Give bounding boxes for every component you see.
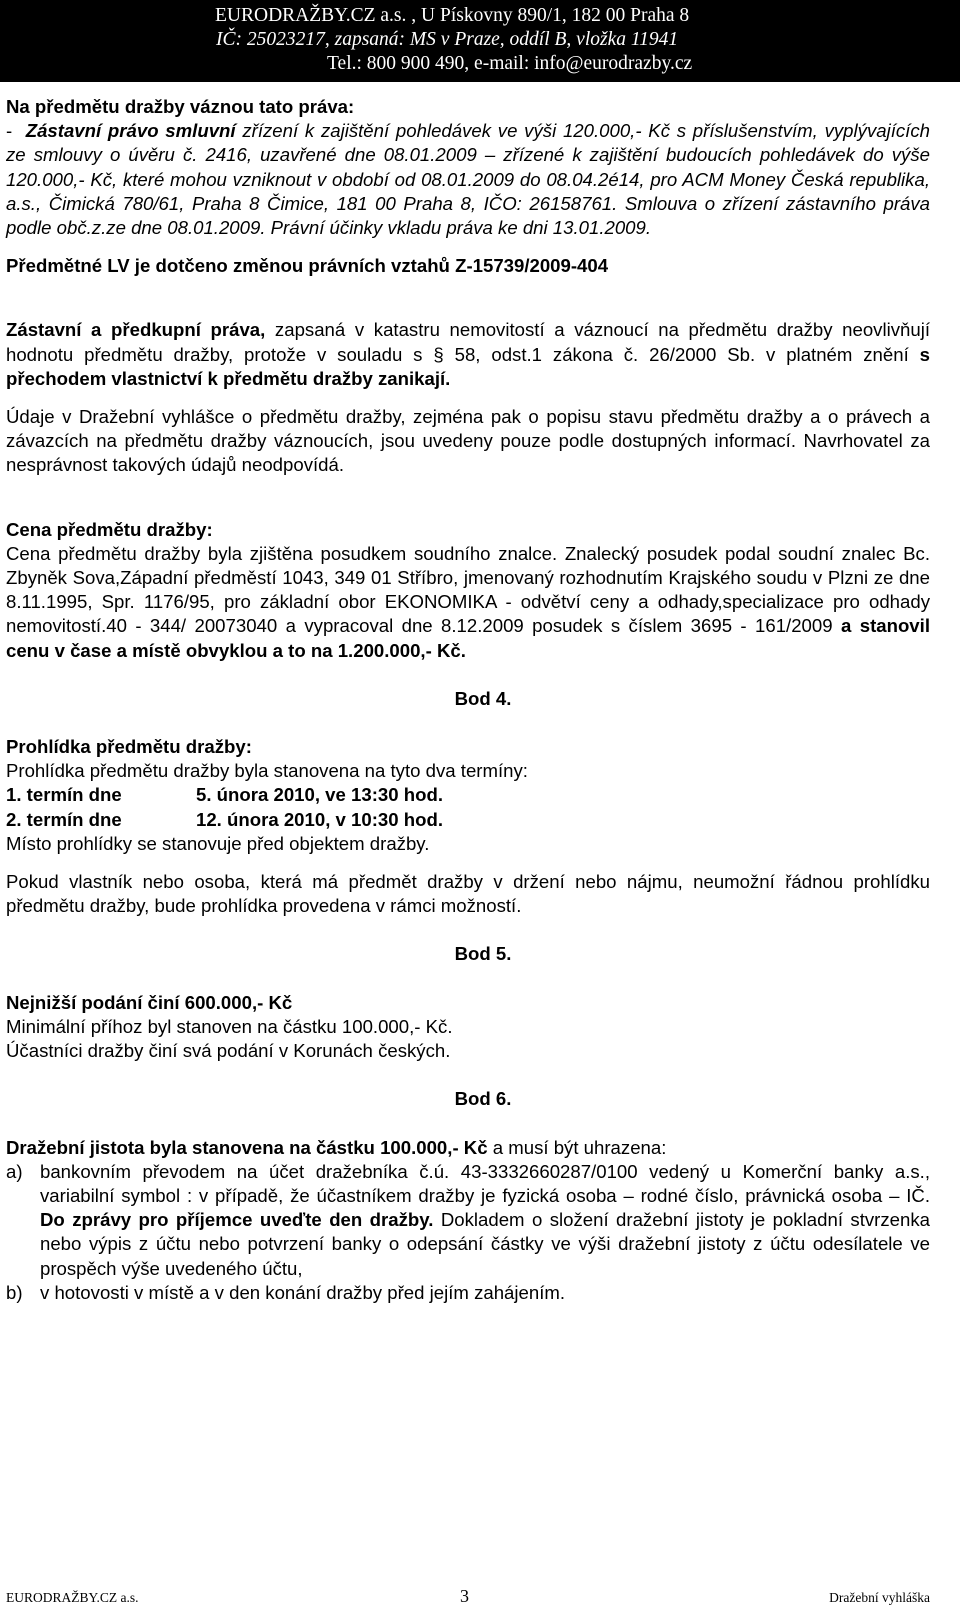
- header-registration: IČ: 25023217, zapsaná: MS v Praze, oddíl B, vložka 11941: [216, 29, 679, 50]
- price-paragraph: Cena předmětu dražby byla zjištěna posudkem soudního znalce. Znalecký posudek podal soudní znalec Bc. Zbyněk Sova,Západní předměstí 1043, 349 01 Stříbro, jmenovaný rozhodnutím Krajského soudu v Plzni ze dne 8.11.1995, Spr. 1176/95, pro základní obor EKONOMIKA - odvětví ceny a odhady,specializace pro odhady nemovitostí.40 - 344/ 20073040 a vypracoval dne 8.12.2009 posudek s číslem 3695 - 161/2009 a stanovil cenu v čase a místě obvyklou a to na 1.200.000,- Kč.: [6, 542, 930, 661]
- inspection-term-2: 2. termín dne 12. února 2010, v 10:30 hod.: [6, 808, 443, 830]
- inspection-term-1: 1. termín dne 5. února 2010, ve 13:30 hod.: [6, 784, 443, 806]
- pledge-rights-paragraph: Zástavní a předkupní práva, zapsaná v katastru nemovitostí a váznoucí na předmětu dražby neovlivňují hodnotu předmětu dražby, protože v souladu s § 58, odst.1 zákona č. 26/2000 Sb. v platném znění s přechodem vlastnictví k předmětu dražby zanikají.: [6, 319, 930, 389]
- header-contact: Tel.: 800 900 490, e-mail: info@eurodrazby.cz: [327, 53, 693, 74]
- bod6-label: Bod 6.: [454, 1088, 512, 1110]
- bod4-label: Bod 4.: [454, 687, 512, 709]
- encumbrance-heading: Na předmětu dražby váznou tato práva:: [6, 96, 355, 117]
- inspection-intro: Prohlídka předmětu dražby byla stanovena na tyto dva termíny:: [6, 760, 528, 782]
- deposit-option-b: b) v hotovosti v místě a v den konání dražby před jejím zahájením.: [6, 1281, 566, 1303]
- data-notice-paragraph: Údaje v Dražební vyhlášce o předmětu dražby, zejména pak o popisu stavu předmětu dražby a o právech a závazcích na předmětu dražby váznoucích, jsou uvedeny pouze podle dostupných informací. Navrhovatel za nesprávnost takových údajů neodpovídá.: [6, 406, 930, 476]
- lv-change-note: Předmětné LV je dotčeno změnou právních vztahů Z-15739/2009-404: [6, 255, 609, 277]
- bod5-label: Bod 5.: [454, 943, 512, 965]
- deposit-heading: Dražební jistota byla stanovena na částku 100.000,- Kč a musí být uhrazena:: [6, 1136, 667, 1158]
- inspection-heading: Prohlídka předmětu dražby:: [6, 736, 252, 758]
- footer-company: EURODRAŽBY.CZ a.s.: [6, 1590, 139, 1605]
- lowest-bid-heading: Nejnižší podání činí 600.000,- Kč: [6, 991, 293, 1013]
- company-header: [0, 0, 960, 82]
- header-company-address: EURODRAŽBY.CZ a.s. , U Pískovny 890/1, 182 00 Praha 8: [215, 5, 690, 26]
- inspection-note: Pokud vlastník nebo osoba, která má předmět dražby v držení nebo nájmu, neumožní řádnou prohlídku předmětu dražby, bude prohlídka provedena v rámci možností.: [6, 871, 930, 917]
- document-body: [6, 95, 930, 1305]
- price-heading: Cena předmětu dražby:: [6, 518, 213, 540]
- encumbrance-item: - Zástavní právo smluvní zřízení k zajištění pohledávek ve výši 120.000,- Kč s příslušenstvím, vyplývajících ze smlouvy o úvěru č. 2416, uzavřené dne 08.01.2009 – zřízené k zajištění budoucích pohledávek do výše 120.000,- Kč, které mohou vzniknout v období od 08.01.2009 do 08.04.2é14, pro ACM Money Česká republika, a.s., Čimická 780/61, Praha 8 Čimice, 181 00 Praha 8, IČO: 26158761. Smlouva o zřízení zástavního práva podle obč.z.ze dne 08.01.2009. Právní účinky vkladu práva ke dni 13.01.2009.: [6, 120, 930, 239]
- deposit-option-a: a) bankovním převodem na účet dražebníka č.ú. 43-3332660287/0100 vedený u Komerční banky a.s., variabilní symbol : v případě, že účastníkem dražby je fyzická osoba – rodné číslo, právnická osoba – IČ. Do zprávy pro příjemce uveďte den dražby. Dokladem o složení dražební jistoty je pokladní stvrzenka nebo výpis z účtu nebo potvrzení banky o odepsání částky ve výši dražební jistoty z účtu odesílatele ve prospěch výše uvedeného účtu,: [6, 1160, 930, 1279]
- currency-note: Účastníci dražby činí svá podání v Korunách českých.: [6, 1040, 451, 1062]
- page-number: 3: [460, 1586, 469, 1606]
- minimum-increment: Minimální příhoz byl stanoven na částku 100.000,- Kč.: [6, 1015, 453, 1037]
- inspection-place: Místo prohlídky se stanovuje před objektem dražby.: [6, 832, 430, 854]
- footer-doc-title: Dražební vyhláška: [829, 1590, 930, 1605]
